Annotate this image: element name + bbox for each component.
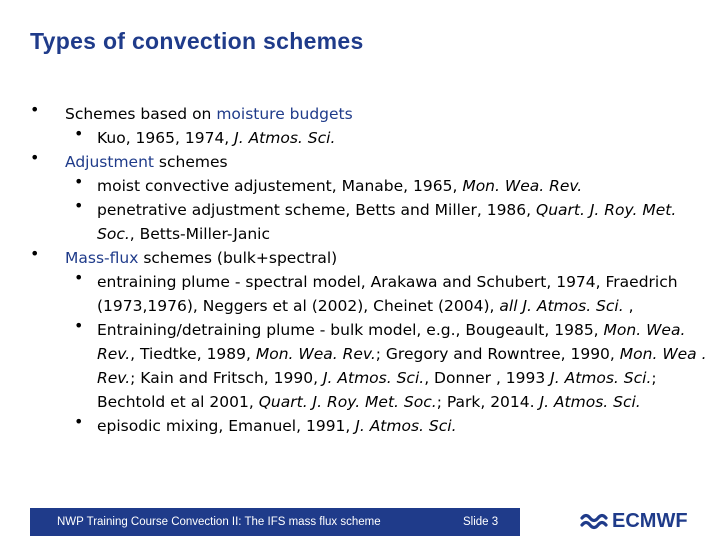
bullet-icon: • <box>74 124 84 143</box>
bullet-icon: • <box>30 100 40 119</box>
sub-bullet-kuo: • Kuo, 1965, 1974, J. Atmos. Sci. <box>74 124 336 147</box>
sub-bullet-betts-miller: • penetrative adjustment scheme, Betts and Miller, 1986, Quart. J. Roy. Met. Soc., Betts-Miller-Janic <box>74 196 677 243</box>
slide-number: Slide 3 <box>463 516 499 528</box>
ecmwf-logo <box>580 506 688 536</box>
highlight-term: moisture budgets <box>216 105 353 123</box>
bullet-icon: • <box>74 412 84 431</box>
bullet-icon: • <box>74 268 84 287</box>
bullet-icon: • <box>30 148 40 167</box>
bullet-moisture-budgets: • Schemes based on moisture budgets <box>30 100 353 123</box>
bullet-icon: • <box>74 316 84 335</box>
bullet-icon: • <box>30 244 40 263</box>
slide-title: Types of convection schemes <box>30 28 364 54</box>
sub-bullet-episodic: • episodic mixing, Emanuel, 1991, J. Atmos. Sci. <box>74 412 457 435</box>
logo-text: ECMWF <box>612 509 688 532</box>
sub-bullet-bulk: • Entraining/detraining plume - bulk model, e.g., Bougeault, 1985, Mon. Wea. Rev., Tiedtke, 1989, Mon. Wea. Rev.; Gregory and Rowntree, 1990, Mon. Wea . Rev.; Kain and Fritsch, 1990, J. Atmos. Sci., Donner , 1993 J. Atmos. Sci.; Bechtold et al 2001, Quart. J. Roy. Met. Soc.; Park, 2014. J. Atmos. Sci. <box>74 316 707 411</box>
highlight-term: Mass-flux <box>65 249 139 267</box>
sub-bullet-spectral: • entraining plume - spectral model, Arakawa and Schubert, 1974, Fraedrich (1973,1976), Neggers et al (2002), Cheinet (2004), all J. Atmos. Sci. , <box>74 268 678 315</box>
bullet-mass-flux: • Mass-flux schemes (bulk+spectral) <box>30 244 338 267</box>
footer-bar <box>30 508 520 536</box>
bullet-list <box>0 102 720 438</box>
ecmwf-logo-icon <box>580 510 608 532</box>
highlight-term: Adjustment <box>65 153 154 171</box>
sub-bullet-manabe: • moist convective adjustement, Manabe, 1965, Mon. Wea. Rev. <box>74 172 583 195</box>
footer-text: NWP Training Course Convection II: The IFS mass flux scheme <box>57 516 381 528</box>
bullet-adjustment: • Adjustment schemes <box>30 148 228 171</box>
bullet-icon: • <box>74 172 84 191</box>
bullet-icon: • <box>74 196 84 215</box>
